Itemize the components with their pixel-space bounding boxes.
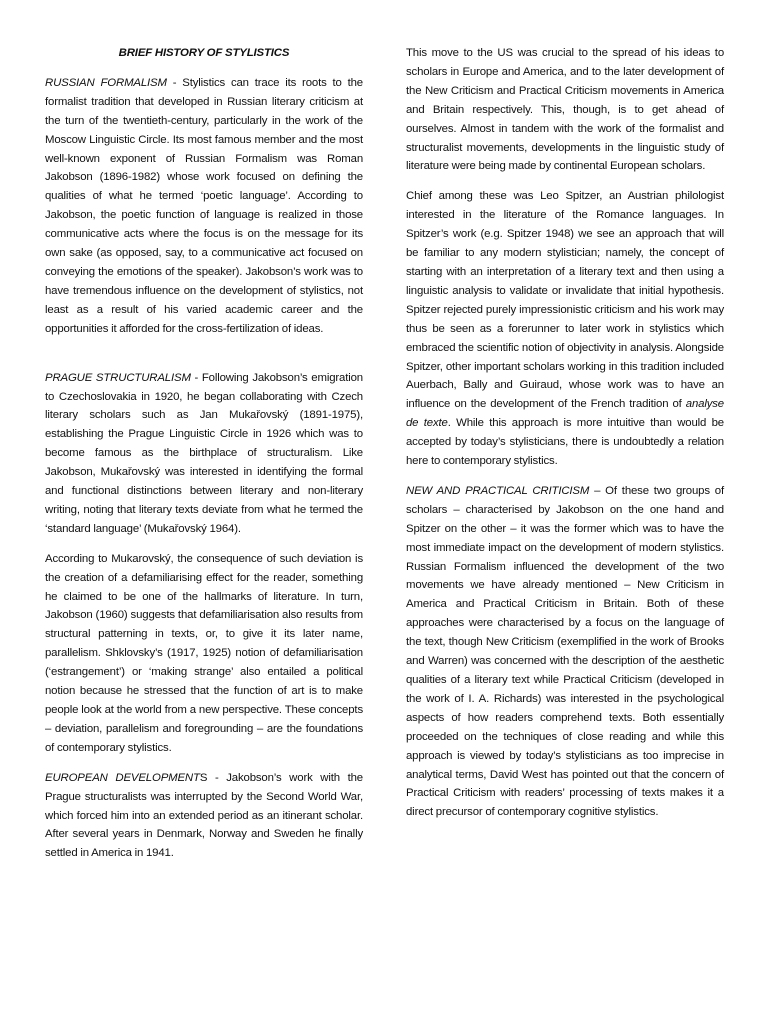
left-column	[45, 44, 363, 874]
paragraph-prague-structuralism	[45, 369, 363, 539]
paragraph-text: Chief among these was Leo Spitzer, an Austrian philologist interested in the literature of the Romance languages. In Spitzer’s work (e.g. Spitzer 1948) we see an approach that will be familiar to any modern stylistician; namely, the concept of starting with an interpretation of a literary text and then using a linguistic analysis to validate or invalidate that initial hypothesis. Spitzer rejected purely impressionistic criticism and his work may thus be seen as a forerunner to later work in stylistics which embraced the scientific notion of objectivity in analysis. Alongside Spitzer, other important scholars working in this tradition included Auerbach, Bally and Guiraud, whose work was to have an influence on the development of the French tradition of	[406, 190, 724, 411]
paragraph-russian-formalism	[45, 74, 363, 339]
section-heading-new-and-practical-criticism: NEW AND PRACTICAL CRITICISM	[406, 484, 590, 497]
paragraph-text: - Following Jakobson’s emigration to Czechoslovakia in 1920, he began collaborating with Czech literary scholars such as Jan Mukařovský (1891-1975), establishing the Prague Linguistic Circle in 1926 which was to become famous as the birthplace of structuralism. Like Jakobson, Mukařovský was interested in identifying the formal and functional distinctions between literary and non-literary writing, noting that literary texts deviate from what he termed the ‘standard language’ (Mukařovský 1964).	[45, 371, 363, 535]
paragraph-move-to-us	[406, 44, 724, 176]
paragraph-text: – Of these two groups of scholars – characterised by Jakobson on the one hand and Spitzer on the other – it was the former which was to have the most immediate impact on the development of modern stylistics. Russian Formalism influenced the development of the two movements we have already mentioned – New Criticism in America and Practical Criticism in Britain. Both of these approaches were characterised by a focus on the language of the text, though New Criticism (exemplified in the work of Brooks and Warren) was concerned with the description of the aesthetic qualities of a literary text while Practical Criticism (developed in the work of I. A. Richards) was interested in the psychological aspects of how readers comprehend texts. Both essentially proceeded on the techniques of close reading and while this approach is viewed by today’s stylisticians as too imprecise in analytical terms, David West has pointed out that the concern of Practical Criticism with readers’ processing of texts makes it a direct precursor of contemporary cognitive stylistics.	[406, 484, 724, 819]
section-heading-tail: S	[199, 771, 208, 784]
paragraph-defamiliarisation	[45, 550, 363, 758]
paragraph-text: - Stylistics can trace its roots to the formalist tradition that developed in Russian literary criticism at the turn of the twentieth-century, particularly in the work of the Moscow Linguistic Circle. Its most famous member and the most well-known exponent of Russian Formalism was Roman Jakobson (1896-1982) whose work focused on defining the qualities of what he termed ‘poetic language’. According to Jakobson, the poetic function of language is realized in those communicative acts where the focus is on the message for its own sake (as opposed, say, to a communicative act focused on conveying the emotions of the speaker). Jakobson’s work was to have tremendous influence on the development of stylistics, not least as a result of his varied academic career and the opportunities it afforded for the cross-fertilization of ideas.	[45, 76, 363, 335]
paragraph-leo-spitzer	[406, 187, 724, 471]
document-title: BRIEF HISTORY OF STYLISTICS	[118, 47, 290, 59]
paragraph-text: . While this approach is more intuitive than would be accepted by today’s stylisticians, there is undoubtedly a relation here to contemporary stylistics.	[406, 417, 724, 468]
paragraph-text: This move to the US was crucial to the spread of his ideas to scholars in Europe and America, and to the later development of the New Criticism and Practical Criticism movements in America and Britain respectively. This, though, is to get ahead of ourselves. Almost in tandem with the work of the formalist and structuralist movements, developments in the linguistic study of literature were being made by continental European scholars.	[406, 47, 724, 173]
section-heading-european-developments: EUROPEAN DEVELOPMENT	[45, 771, 200, 784]
emphasis-analyse-de-texte: analyse de texte	[406, 398, 724, 430]
paragraph-text: - Jakobson’s work with the Prague structuralists was interrupted by the Second World War, which forced him into an extended period as an itinerant scholar. After several years in Denmark, Norway and Sweden he finally settled in America in 1941.	[45, 771, 363, 860]
section-heading-russian-formalism: RUSSIAN FORMALISM	[45, 76, 167, 89]
paragraph-text: According to Mukarovský, the consequence of such deviation is the creation of a defamiliarising effect for the reader, something he claimed to be one of the hallmarks of literature. In turn, Jakobson (1960) suggests that defamiliarisation also results from structural patterning in texts, or, to give it its later name, parallelism. Shklovsky’s (1917, 1925) notion of defamiliarisation (‘estrangement’) or ‘making strange’ also entailed a political notion because he stressed that the function of art is to make people look at the world from a new perspective. These concepts – deviation, parallelism and foregrounding – are the foundations of contemporary stylistics.	[45, 552, 363, 754]
right-column	[406, 44, 724, 833]
paragraph-new-and-practical-criticism	[406, 482, 724, 822]
section-heading-prague-structuralism: PRAGUE STRUCTURALISM	[45, 371, 191, 384]
paragraph-european-developments	[45, 769, 363, 864]
